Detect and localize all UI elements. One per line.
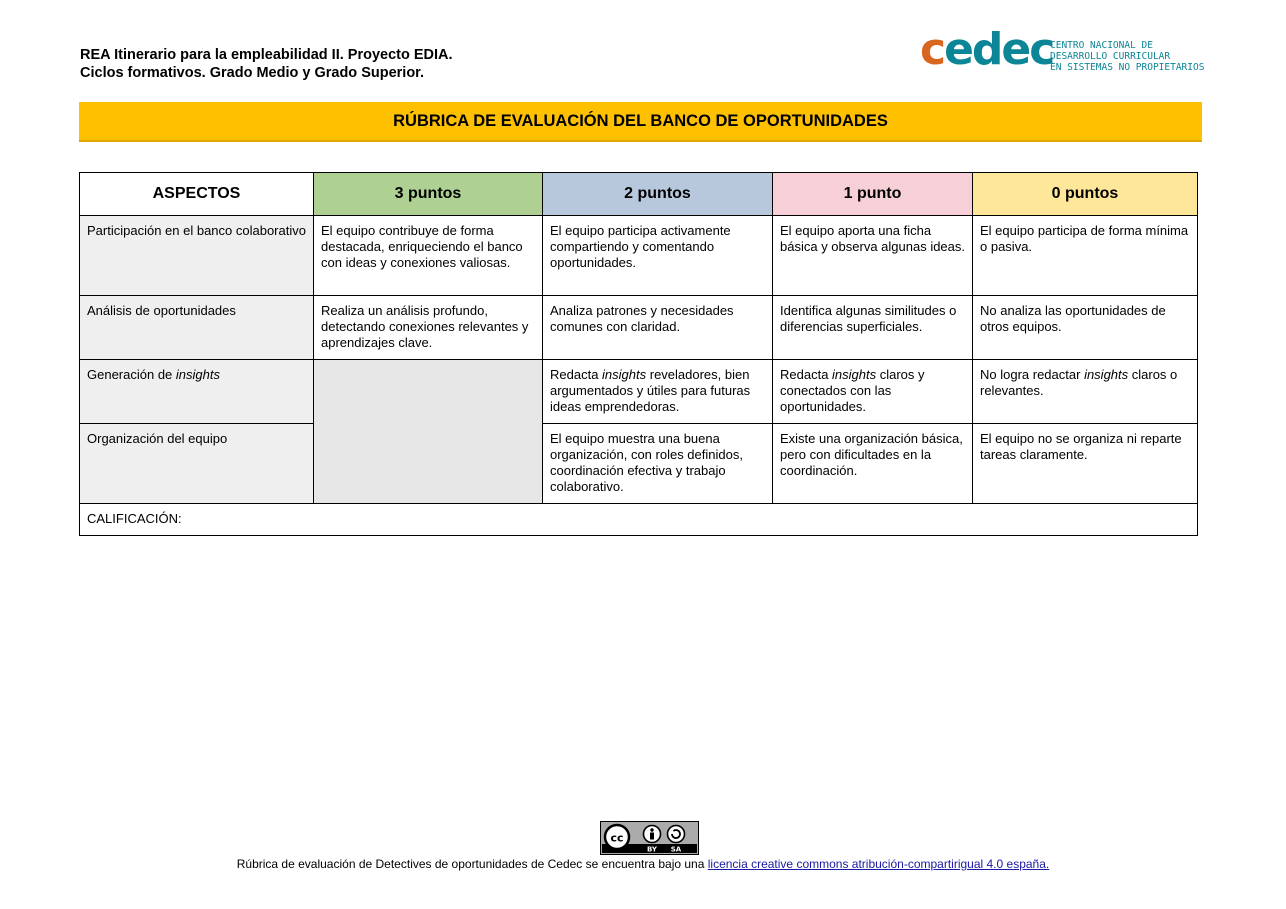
header-line-2: Ciclos formativos. Grado Medio y Grado Superior.	[80, 65, 425, 81]
cell-0-puntos: No analiza las oportunidades de otros equipos.	[973, 296, 1198, 360]
cell-0-puntos	[973, 360, 1198, 424]
cell-emphasis: insights	[1084, 367, 1129, 382]
cell-1-punto	[773, 360, 973, 424]
logo-letters-rest: edec	[944, 24, 1054, 75]
cell-text: No logra redactar	[980, 367, 1085, 382]
table-row	[80, 360, 1198, 424]
logo-subtitle-line-1: CENTRO NACIONAL DE	[1050, 40, 1153, 51]
aspect-text: Generación de	[87, 367, 176, 382]
document-header	[80, 46, 453, 82]
cell-text: claros y conectados con las oportunidades.	[780, 367, 925, 414]
cc-badge-by: BY	[646, 845, 658, 854]
license-text: Rúbrica de evaluación de Detectives de oportunidades de Cedec se encuentra bajo una	[236, 857, 708, 871]
cell-2-puntos: El equipo participa activamente compartiendo y comentando oportunidades.	[543, 216, 773, 296]
svg-text:cc: cc	[610, 831, 624, 845]
logo-wordmark	[920, 26, 1053, 74]
header-2-puntos: 2 puntos	[543, 173, 773, 216]
cell-3-puntos: El equipo contribuye de forma destacada, enriqueciendo el banco con ideas y conexiones valiosas.	[314, 216, 543, 296]
cell-1-punto: Identifica algunas similitudes o diferencias superficiales.	[773, 296, 973, 360]
cell-1-punto: Existe una organización básica, pero con dificultades en la coordinación.	[773, 424, 973, 504]
cell-text: Redacta	[550, 367, 603, 382]
aspect-cell	[80, 360, 314, 424]
header-row	[80, 173, 1198, 216]
table-row	[80, 216, 1198, 296]
cell-2-puntos	[543, 360, 773, 424]
cc-license-badge[interactable]	[600, 821, 699, 855]
table-row	[80, 424, 1198, 504]
logo-subtitle	[1050, 40, 1204, 73]
logo-subtitle-line-2: DESARROLLO CURRICULAR	[1050, 51, 1171, 62]
cell-2-puntos: El equipo muestra una buena organización, con roles definidos, coordinación efectiva y trabajo colaborativo.	[543, 424, 773, 504]
header-3-puntos: 3 puntos	[314, 173, 543, 216]
table-row	[80, 296, 1198, 360]
cell-text: Redacta	[780, 367, 833, 382]
aspect-cell: Participación en el banco colaborativo	[80, 216, 314, 296]
header-line-1: REA Itinerario para la empleabilidad II. Proyecto EDIA.	[80, 47, 453, 63]
cc-by-sa-icon	[601, 822, 698, 854]
rubric-title-banner: RÚBRICA DE EVALUACIÓN DEL BANCO DE OPORTUNIDADES	[79, 102, 1202, 142]
calificacion-cell: CALIFICACIÓN:	[80, 504, 1198, 536]
cell-3-puntos: Realiza un análisis profundo, detectando conexiones relevantes y aprendizajes clave.	[314, 296, 543, 360]
cell-emphasis: insights	[602, 367, 647, 382]
cell-1-punto: El equipo aporta una ficha básica y observa algunas ideas.	[773, 216, 973, 296]
license-link[interactable]: licencia creative commons atribución-compartirigual 4.0 españa.	[707, 857, 1050, 871]
rubric-table	[79, 172, 1198, 536]
cell-emphasis: insights	[832, 367, 877, 382]
logo-subtitle-line-3: EN SISTEMAS NO PROPIETARIOS	[1050, 62, 1205, 73]
cell-0-puntos: El equipo participa de forma mínima o pasiva.	[973, 216, 1198, 296]
empty-merged-cell	[314, 360, 543, 504]
header-aspectos: ASPECTOS	[80, 173, 314, 216]
cell-text: reveladores, bien argumentados y útiles para futuras ideas emprendedoras.	[550, 367, 751, 414]
cell-0-puntos: El equipo no se organiza ni reparte tareas claramente.	[973, 424, 1198, 504]
aspect-cell: Organización del equipo	[80, 424, 314, 504]
header-1-punto: 1 punto	[773, 173, 973, 216]
cell-2-puntos: Analiza patrones y necesidades comunes con claridad.	[543, 296, 773, 360]
calificacion-row	[80, 504, 1198, 536]
header-0-puntos: 0 puntos	[973, 173, 1198, 216]
cc-badge-sa: SA	[670, 845, 682, 854]
aspect-emphasis: insights	[175, 367, 220, 382]
cell-text: claros o relevantes.	[980, 367, 1178, 398]
license-footer	[0, 856, 1286, 872]
aspect-cell: Análisis de oportunidades	[80, 296, 314, 360]
logo-letter-c: c	[920, 24, 945, 75]
